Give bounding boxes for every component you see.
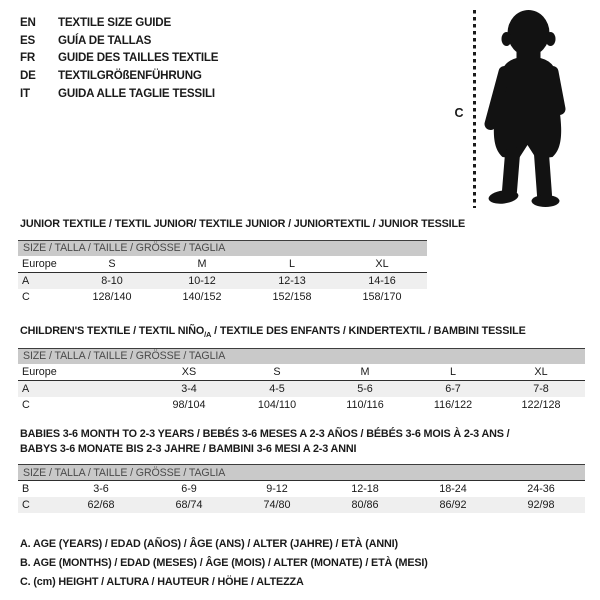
value-cell: 6-9 [181,483,197,495]
toddler-silhouette-icon [479,8,575,208]
value-cell: 68/74 [175,499,203,511]
value-cell: 116/122 [433,398,473,411]
value-cell: 14-16 [368,274,396,287]
value-cell: 128/140 [92,290,132,303]
row-label: B [22,483,30,495]
value-cell: 122/128 [521,398,561,411]
size-header-text: SIZE / TALLA / TAILLE / GRÖSSE / TAGLIA [23,466,226,479]
value-cell: XL [534,365,548,378]
value-cell: 104/110 [257,398,297,411]
value-cell: 4-5 [269,382,285,395]
size-header-bar [18,464,585,481]
babies-size-table [18,427,585,513]
row-label: A [22,274,30,287]
language-code: FR [20,51,36,65]
column-header-row [18,256,427,273]
value-cell: 9-12 [266,483,288,495]
value-cell: 74/80 [263,499,291,511]
value-cell: 6-7 [445,382,461,395]
language-title: GUÍA DE TALLAS [58,33,152,47]
table-title-line [20,324,585,340]
table-title-line: JUNIOR TEXTILE / TEXTIL JUNIOR/ TEXTILE JUNIOR / JUNIORTEXTIL / JUNIOR TESSILE [20,218,466,230]
language-title: TEXTILE SIZE GUIDE [58,16,171,30]
junior-size-table [18,217,466,305]
language-row [20,32,218,50]
value-cell: 92/98 [527,499,555,511]
table-title-line: BABYS 3-6 MONATE BIS 2-3 JAHRE / BAMBINI 3-6 MESI A 2-3 ANNI [20,442,357,455]
table-row [18,497,585,513]
value-cell: 7-8 [533,382,549,395]
table-row [18,273,427,289]
table-row [18,481,585,497]
size-header-text: SIZE / TALLA / TAILLE / GRÖSSE / TAGLIA [23,350,226,362]
table-row [18,381,585,397]
value-cell: L [449,365,456,378]
table-title [20,427,585,456]
value-cell: L [288,257,295,270]
value-cell: 8-10 [101,274,123,287]
value-cell: 12-13 [278,274,306,287]
value-cell: 158/170 [362,290,402,303]
value-cell: 98/104 [172,398,206,411]
value-cell: 152/158 [272,290,312,303]
column-header-row [18,364,585,381]
language-code: DE [20,69,36,83]
value-cell: XS [181,365,197,378]
table-title [20,217,466,232]
table-title-line: BABIES 3-6 MONTH TO 2-3 YEARS / BEBÉS 3-6 MESES A 2-3 AÑOS / BÉBÉS 3-6 MOIS À 2-3 ANS / [20,428,510,440]
value-cell: XL [375,257,389,270]
row-label: C [22,398,30,411]
row-label: Europe [22,257,57,270]
table-title [20,324,585,340]
language-row [20,84,218,102]
value-cell: 86/92 [439,499,467,511]
title-text: / TEXTILE DES ENFANTS / KINDERTEXTIL / BAMBINI TESSILE [211,325,526,337]
legend-note-a: A. AGE (YEARS) / EDAD (AÑOS) / ÂGE (ANS) / ALTER (JAHRE) / ETÀ (ANNI) [20,537,398,550]
table-row [18,289,427,305]
legend-note-c: C. (cm) HEIGHT / ALTURA / HAUTEUR / HÖHE / ALTEZZA [20,575,304,588]
value-cell: 140/152 [182,290,222,303]
value-cell: 12-18 [351,483,379,495]
row-label: Europe [22,365,57,378]
language-title: TEXTILGRÖßENFÜHRUNG [58,69,202,83]
table-body [18,364,585,413]
value-cell: 10-12 [188,274,216,287]
title-text: CHILDREN'S TEXTILE / TEXTIL NIÑO [20,325,205,337]
value-cell: M [197,257,207,270]
row-label: C [22,499,30,511]
size-header-bar [18,348,585,364]
legend-notes [20,534,428,591]
value-cell: 18-24 [439,483,467,495]
value-cell: 110/116 [346,398,384,411]
value-cell: 3-6 [93,483,109,495]
height-measure-label: C [454,106,464,120]
row-label: A [22,382,30,395]
size-header-text: SIZE / TALLA / TAILLE / GRÖSSE / TAGLIA [23,242,226,254]
table-body [18,256,427,305]
value-cell: 5-6 [357,382,373,395]
value-cell: S [273,365,281,378]
language-code: IT [20,86,30,100]
legend-note-b: B. AGE (MONTHS) / EDAD (MESES) / ÂGE (MOIS) / ALTER (MONATE) / ETÀ (MESI) [20,556,428,569]
language-row [20,67,218,85]
table-row [18,397,585,413]
children-size-table [18,324,585,413]
language-title: GUIDE DES TAILLES TEXTILE [58,51,219,65]
value-cell: 80/86 [351,499,379,511]
height-measure-dashed-line [473,10,476,208]
title-subscript: /A [204,329,212,339]
value-cell: 62/68 [87,499,115,511]
size-header-bar [18,240,427,256]
language-title-list [20,14,218,102]
language-code: ES [20,33,36,47]
row-label: C [22,290,30,303]
language-title: GUIDA ALLE TAGLIE TESSILI [58,86,215,100]
value-cell: 24-36 [527,483,555,495]
table-body [18,481,585,513]
language-code: EN [20,16,36,30]
value-cell: S [108,257,116,270]
value-cell: 3-4 [181,382,197,395]
language-row [20,14,218,32]
language-row [20,49,218,67]
value-cell: M [360,365,370,378]
